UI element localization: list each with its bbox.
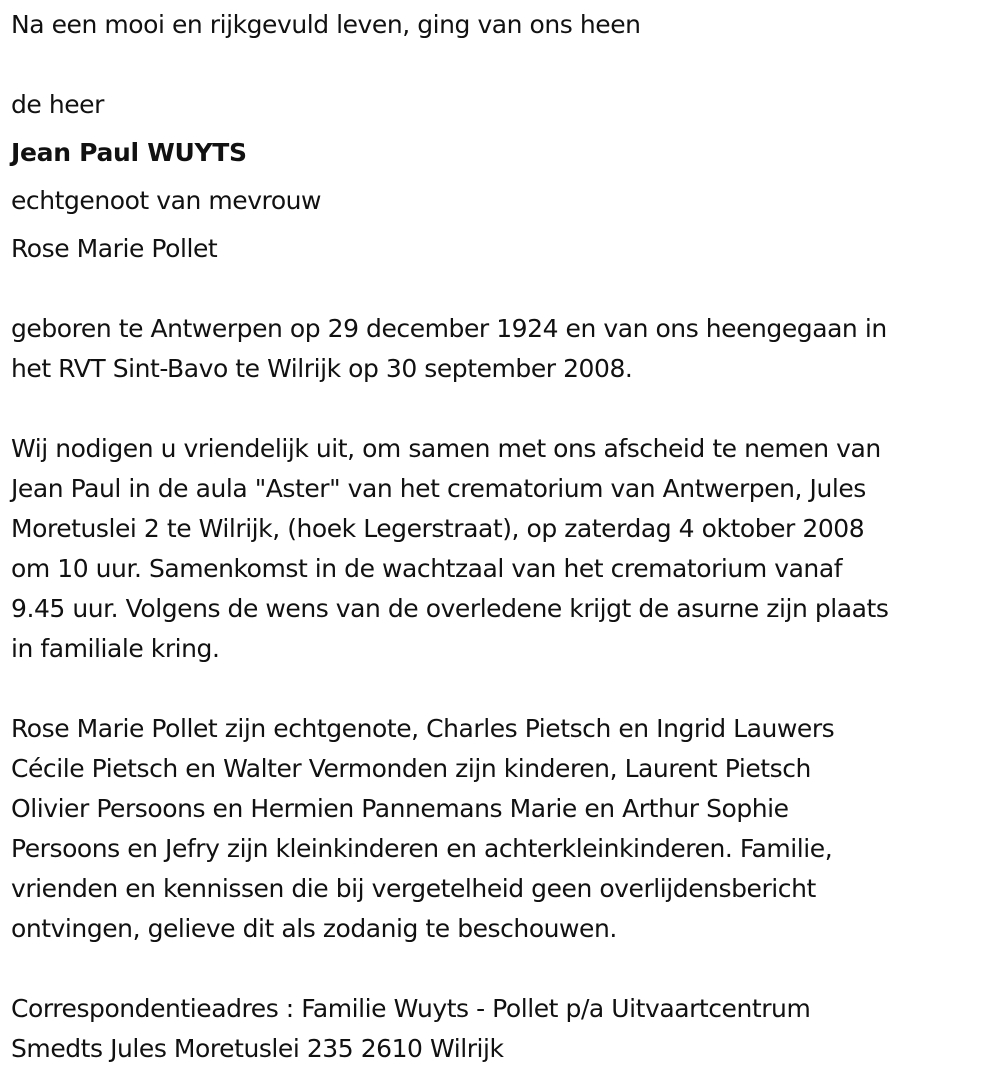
paragraph-line: vrienden en kennissen die bij vergetelheid geen overlijdensbericht bbox=[11, 874, 816, 903]
correspondence-paragraph bbox=[11, 989, 810, 1069]
paragraph-line: het RVT Sint-Bavo te Wilrijk op 30 september 2008. bbox=[11, 354, 633, 383]
paragraph-line: Wij nodigen u vriendelijk uit, om samen met ons afscheid te nemen van bbox=[11, 434, 881, 463]
paragraph-line: geboren te Antwerpen op 29 december 1924 en van ons heengegaan in bbox=[11, 314, 887, 343]
intro-text: Na een mooi en rijkgevuld leven, ging van ons heen bbox=[11, 10, 641, 39]
paragraph-line: Moretuslei 2 te Wilrijk, (hoek Legerstraat), op zaterdag 4 oktober 2008 bbox=[11, 514, 865, 543]
paragraph-line: 9.45 uur. Volgens de wens van de overledene krijgt de asurne zijn plaats bbox=[11, 594, 889, 623]
paragraph-line: om 10 uur. Samenkomst in de wachtzaal van het crematorium vanaf bbox=[11, 554, 843, 583]
paragraph-line: Smedts Jules Moretuslei 235 2610 Wilrijk bbox=[11, 1034, 504, 1063]
spouse-label: echtgenoot van mevrouw bbox=[11, 186, 322, 215]
family-paragraph bbox=[11, 709, 834, 949]
deceased-name: Jean Paul WUYTS bbox=[11, 138, 247, 167]
paragraph-line: Cécile Pietsch en Walter Vermonden zijn kinderen, Laurent Pietsch bbox=[11, 754, 811, 783]
paragraph-line: Persoons en Jefry zijn kleinkinderen en achterkleinkinderen. Familie, bbox=[11, 834, 833, 863]
invitation-paragraph bbox=[11, 429, 888, 669]
spouse-name: Rose Marie Pollet bbox=[11, 234, 218, 263]
birth-death-paragraph bbox=[11, 309, 887, 389]
paragraph-line: Rose Marie Pollet zijn echtgenote, Charles Pietsch en Ingrid Lauwers bbox=[11, 714, 835, 743]
paragraph-line: Jean Paul in de aula "Aster" van het crematorium van Antwerpen, Jules bbox=[11, 474, 866, 503]
paragraph-line: Olivier Persoons en Hermien Pannemans Marie en Arthur Sophie bbox=[11, 794, 789, 823]
paragraph-line: in familiale kring. bbox=[11, 634, 220, 663]
title-prefix: de heer bbox=[11, 90, 104, 119]
paragraph-line: Correspondentieadres : Familie Wuyts - Pollet p/a Uitvaartcentrum bbox=[11, 994, 811, 1023]
paragraph-line: ontvingen, gelieve dit als zodanig te beschouwen. bbox=[11, 914, 617, 943]
